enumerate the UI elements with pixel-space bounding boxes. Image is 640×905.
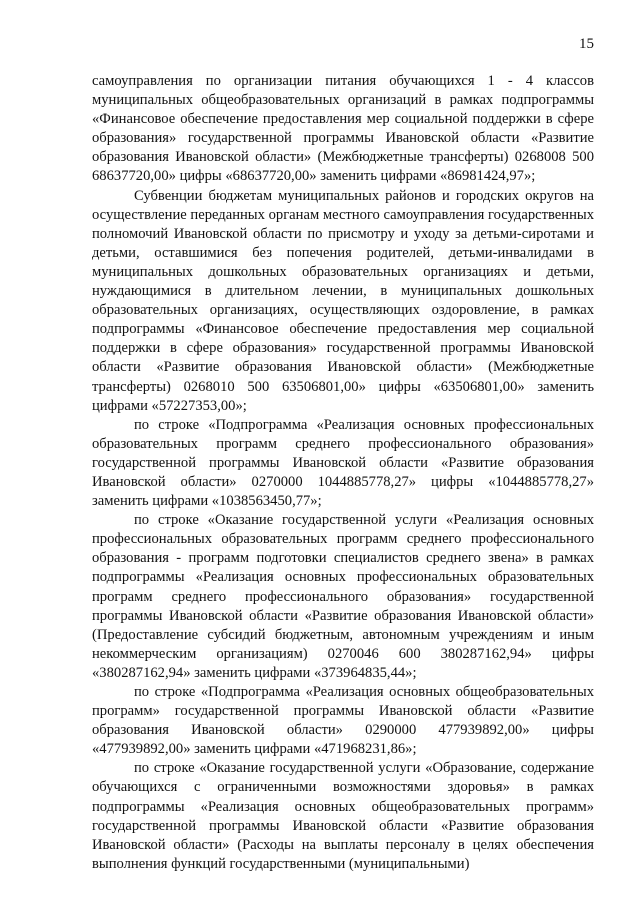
paragraph-disabilities-service: по строке «Оказание государственной услуги «Образование, содержание обучающихся с ограниченными возможностями здоровья» в рамках подпрограммы «Реализация основных общеобразовательных программ» государственной программы Ивановской области «Развитие образования Ивановской области» (Расходы на выплаты персоналу в целях обеспечения выполнения функций государственными (муниципальными) <box>92 760 594 872</box>
paragraph-general-subprogram: по строке «Подпрограмма «Реализация основных общеобразовательных программ» государственной программы Ивановской области «Развитие образования Ивановской области» 0290000 477939892,00» цифры «477939892,00» заменить цифрами «471968231,86»; <box>92 684 594 758</box>
document-body <box>92 72 594 874</box>
page-number: 15 <box>579 36 594 52</box>
paragraph-vocational-subprogram: по строке «Подпрограмма «Реализация основных профессиональных образовательных программ среднего профессионального образования» государственной программы Ивановской области «Развитие образования Ивановской области» 0270000 1044885778,27» цифры «1044885778,27» заменить цифрами «1038563450,77»; <box>92 416 594 510</box>
paragraph-vocational-service: по строке «Оказание государственной услуги «Реализация основных профессиональных образовательных программ среднего профессионального образования - программ подготовки специалистов среднего звена» в рамках подпрограммы «Реализация основных профессиональных образовательных программ среднего профессионального образования» государственной программы Ивановской области «Развитие образования Ивановской области» (Предоставление субсидий бюджетным, автономным учреждениям и иным некоммерческим организациям) 0270046 600 380287162,94» цифры «380287162,94» заменить цифрами «373964835,44»; <box>92 512 594 681</box>
paragraph-continuation: самоуправления по организации питания обучающихся 1 - 4 классов муниципальных общеобразовательных организаций в рамках подпрограммы «Финансовое обеспечение предоставления мер социальной поддержки в сфере образования» государственной программы Ивановской области «Развитие образования Ивановской области» (Межбюджетные трансферты) 0268008 500 68637720,00» цифры «68637720,00» заменить цифрами «86981424,97»; <box>92 73 594 185</box>
paragraph-subventions: Субвенции бюджетам муниципальных районов и городских округов на осуществление переданных органам местного самоуправления государственных полномочий Ивановской области по присмотру и уходу за детьми-сиротами и детьми, оставшимися без попечения родителей, детьми-инвалидами в муниципальных дошкольных образовательных организациях и детьми, нуждающимися в длительном лечении, в муниципальных дошкольных образовательных организациях, осуществляющих оздоровление, в рамках подпрограммы «Финансовое обеспечение предоставления мер социальной поддержки в сфере образования» государственной программы Ивановской области «Развитие образования Ивановской области» (Межбюджетные трансферты) 0268010 500 63506801,00» цифры «63506801,00» заменить цифрами «57227353,00»; <box>92 187 594 414</box>
